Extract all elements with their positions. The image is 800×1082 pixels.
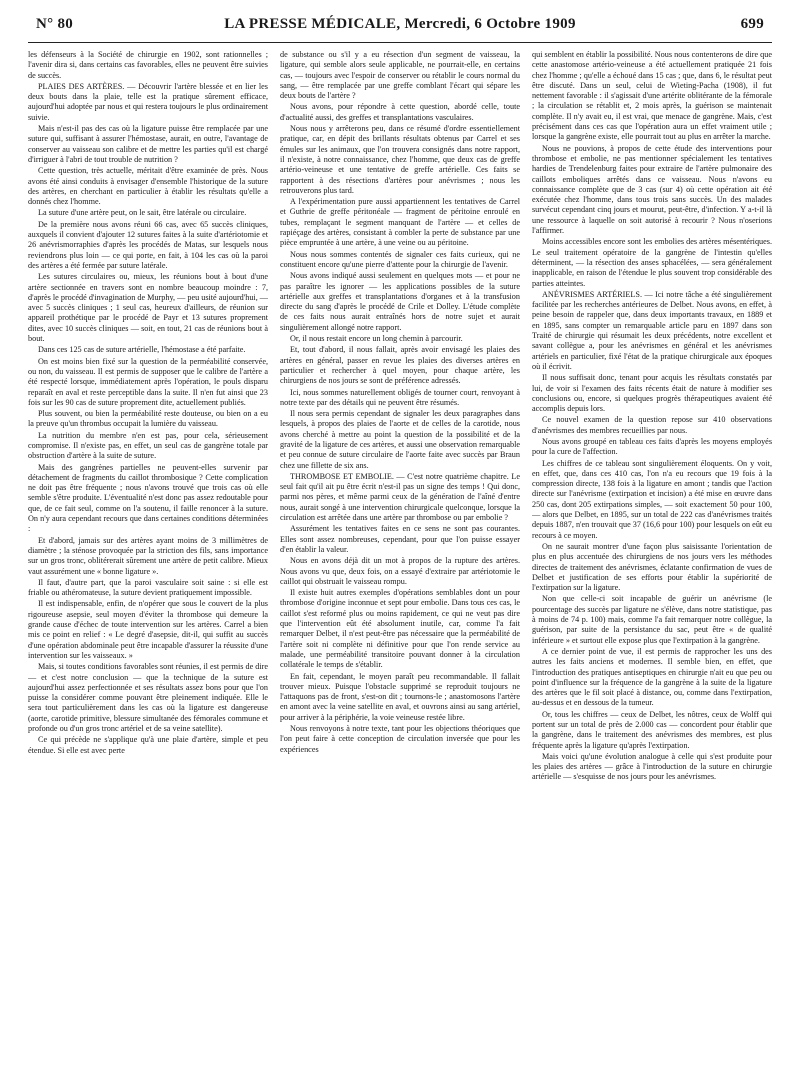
paragraph: Or, il nous restait encore un long chemin à parcourir. xyxy=(290,334,463,344)
paragraph: Assurément les tentatives faites en ce sens ne sont pas courantes. Elles sont assez nombreuses, cependant, pour que l'on puisse essayer d'en établir la valeur. xyxy=(280,524,520,554)
paragraph: Nous nous y arrêterons peu, dans ce résumé d'ordre essentiellement pratique, car, en dépit des brillants résultats obtenus par Carrel et ses émules sur les animaux, que l'on trouvera consignés dans notre rapport, il n'existe, à notre connaissance, chez l'homme, que deux cas de greffe artério-veineuse et une tentative de greffe artérielle. Ces faits se rapportent à des résections d'artères pour anévrismes ; nous les retrouverons plus tard. xyxy=(280,124,520,195)
column-middle xyxy=(280,50,520,1076)
paragraph: A ce dernier point de vue, il est permis de rapprocher les uns des autres les faits anciens et modernes. Il semble bien, en effet, que l'introduction des pratiques antiseptiques en chirurgie n'ait eu que peu ou point d'influence sur la fréquence de la gangrène à la suite de la ligature des artères que le fil soit placé à distance, ou, comme dans l'extirpation, au-dessus et en dessous de la tumeur. xyxy=(532,646,772,708)
paragraph: de substance ou s'il y a eu résection d'un segment de vaisseau, la ligature, qui semble alors seule applicable, ne pourrait-elle, en certains cas, — toujours avec l'espoir de conserver ou rétablir le cours normal du sang, — être remplacée par une greffe comblant l'écart qui sépare les deux bouts de l'artère ? xyxy=(280,50,520,101)
paragraph: PLAIES DES ARTÈRES. — Découvrir l'artère blessée et en lier les deux bouts dans la plaie, telle est la pratique sûrement efficace, aujourd'hui adoptée par nous et qui restera toujours le plus ordinairement suivie. xyxy=(28,81,268,122)
paragraph: Moins accessibles encore sont les embolies des artères mésentériques. Le seul traitement opératoire de la gangrène de l'intestin qu'elles déterminent, — la résection des anses sphacélées, — sera généralement inapplicable, en raison de l'étendue le plus souvent trop considérable des parties atteintes. xyxy=(532,237,772,288)
column-left xyxy=(28,50,268,1076)
paragraph: La suture d'une artère peut, on le sait, être latérale ou circulaire. xyxy=(38,208,247,218)
paragraph: Or, tous les chiffres — ceux de Delbet, les nôtres, ceux de Wolff qui portent sur un total de près de 2.000 cas — concordent pour établir que la gangrène, dans le traitement des anévrismes des membres, est plus fréquente après la ligature qu'après l'extirpation. xyxy=(532,709,772,750)
paragraph: Mais n'est-il pas des cas où la ligature puisse être remplacée par une suture qui, suffisant à assurer l'hémostase, aurait, en outre, l'avantage de conserver au vaisseau son calibre et de mettre les parties qu'il est chargé d'irriguer à l'abri de tout trouble de nutrition ? xyxy=(28,124,268,164)
paragraph: Et d'abord, jamais sur des artères ayant moins de 3 millimètres de diamètre ; la sténose provoquée par la striction des fils, sans importance sur un gros tronc, oblitérerait sûrement une artère de petit calibre. Mieux vaut assurément une « bonne ligature ». xyxy=(28,535,268,576)
page-header xyxy=(28,12,772,43)
paragraph: Mais voici qu'une évolution analogue à celle qui s'est produite pour les plaies des artères — grâce à l'introduction de la suture en chirurgie artérielle — s'esquisse de nos jours pour les anévrismes. xyxy=(532,751,772,782)
paragraph: Nous avons indiqué aussi seulement en quelques mots — et pour ne pas paraître les ignorer — les applications possibles de la suture artérielle aux greffes et transplantations d'organes et à la transfusion directe du sang d'après le procédé de Crile et Dolley. L'étude complète de ces faits nous aurait entraînés hors de notre sujet et aurait singulièrement allongé notre rapport. xyxy=(280,271,520,332)
page-number: 699 xyxy=(740,16,764,32)
paragraph: La nutrition du membre n'en est pas, pour cela, sérieusement compromise. Il n'existe pas, en effet, un seul cas de gangrène totale par obstruction d'artère à la suite de suture. xyxy=(28,430,268,461)
paragraph: Et, tout d'abord, il nous fallait, après avoir envisagé les plaies des artères en général, passer en revue les plaies des diverses artères en particulier et rechercher à quel moyen, pour chaque artère, les chirurgiens de nos jours se sont de préférence adressés. xyxy=(280,345,520,386)
paragraph: Mais des gangrènes partielles ne peuvent-elles survenir par détachement de fragments du caillot thrombosique ? Cette complication ne doit pas être fréquente ; nous n'avons trouvé que trois cas où elle semble s'être produite. L'éventualité n'est donc pas assez redoutable pour que, de ce fait seul, comme on l'a soutenu, il faille renoncer à la suture. On n'y aura cependant recours que dans certaines conditions déterminées : xyxy=(28,462,268,534)
paragraph: Ce qui précède ne s'applique qu'à une plaie d'artère, simple et peu étendue. Si elle est avec perte xyxy=(28,735,268,755)
paragraph: Nous avons, pour répondre à cette question, abordé celle, toute d'actualité aussi, des greffes et transplantations vasculaires. xyxy=(280,102,520,122)
paragraph: De la première nous avons réuni 66 cas, avec 65 succès cliniques, auxquels il convient d'ajouter 12 sutures faites à la suite d'artériotomie et 26 anévrismorraphies d'après les procédés de Matas, sur lesquels nous reviendrons plus loin — ce qui porte, en fait, à 104 les cas où la paroi des artères a été fermée par suture latérale. xyxy=(28,219,268,270)
paragraph: Nous ne pouvions, à propos de cette étude des interventions pour thrombose et embolie, ne pas mentionner spécialement les tentatives hardies de Trendelenburg faites pour extraire de l'artère pulmonaire des caillots emboliques arrêtés dans ce vaisseau. Nous n'avons eu connaissance complète que de 3 cas (sur 4) où cette opération ait été exécutée chez l'homme, dans tous trois sans succès. Un des malades survécut cependant cinq jours et mourut, peut-être, d'infection. Y a-t-il là une ressource à laquelle on soit autorisé à recourir ? Nous n'oserions l'affirmer. xyxy=(532,143,772,236)
paragraph: Il est indispensable, enfin, de n'opérer que sous le couvert de la plus rigoureuse asepsie, seul moyen d'éviter la thrombose qui demeure la grande cause d'échec de toute intervention sur les artères. Carrel a bien mis ce point en relief : « Le degré d'asepsie, dit-il, qui suffit au succès d'une opération abdominale peut être incapable d'assurer la réussite d'une intervention sur les vaisseaux. » xyxy=(28,599,268,660)
paragraph: Ici, nous sommes naturellement obligés de tourner court, renvoyant à notre texte par des détails qui ne peuvent être résumés. xyxy=(280,387,520,407)
paragraph: Les sutures circulaires ou, mieux, les réunions bout à bout d'une artère sectionnée en travers sont en nombre beaucoup moindre : 7, d'après le procédé d'invagination de Murphy, — peu usité aujourd'hui, — avec 5 succès cliniques ; 1 seul cas, heureux d'ailleurs, de réunion sur appareil prothétique par le procédé de Payr et 13 sutures proprement dites, avec 10 succès cliniques — soit, en tout, 21 cas de réunions bout à bout. xyxy=(28,272,268,344)
paragraph: Il existe huit autres exemples d'opérations semblables dont un pour thrombose d'origine inconnue et sept pour embolie. Dans tous ces cas, le caillot s'est reformé plus ou moins rapidement, ce qui ne veut pas dire que l'intervention eût été absolument inutile, car, comme l'a fait remarquer Delbet, il n'est peut-être pas nécessaire que la perméabilité de l'artère soit ni complète ni définitive pour que l'on rende service au malade, une perméabilité transitoire pouvant donner à la circulation collatérale le temps de s'établir. xyxy=(280,588,520,670)
paragraph: Nous en avons déjà dit un mot à propos de la rupture des artères. Nous avons vu que, deux fois, on a essayé d'extraire par artériotomie le caillot qui obstruait le vaisseau rompu. xyxy=(280,556,520,586)
paragraph: Cette question, très actuelle, méritait d'être examinée de près. Nous avons été ainsi conduits à envisager d'ensemble l'historique de la suture des artères, en cherchant en particulier à établir les résultats qu'elle a donnés chez l'homme. xyxy=(28,166,268,207)
paragraph: En fait, cependant, le moyen paraît peu recommandable. Il fallait trouver mieux. Puisque l'obstacle supprimé se reproduit toujours ne l'attaquons pas de front, s'est-on dit ; tournons-le ; anastomosons l'artère en amont avec la veine satellite en aval, et ouvrons ainsi au sang artériel, pour arriver à la périphérie, la voie veineuse restée libre. xyxy=(280,671,520,722)
paragraph: Nous avons groupé en tableau ces faits d'après les moyens employés pour la cure de l'affection. xyxy=(532,436,772,457)
paragraph: Il faut, d'autre part, que la paroi vasculaire soit saine : si elle est friable ou athéromateuse, la suture devient pratiquement impossible. xyxy=(28,577,268,598)
paragraph: Nous renvoyons à notre texte, tant pour les objections théoriques que l'on peut faire à cette conception de circulation inversée que pour les expériences xyxy=(280,724,520,754)
paragraph: Non que celle-ci soit incapable de guérir un anévrisme (le pourcentage des succès par ligature ne s'élève, dans notre statistique, pas à moins de 74 p. 100) mais, comme l'a fait remarquer notre collègue, la guérison, par suite de la persistance du sac, peut être « de qualité inférieure » et surtout elle expose plus que l'extirpation à la gangrène. xyxy=(532,594,772,645)
column-right xyxy=(532,50,772,1076)
paragraph: Il nous sera permis cependant de signaler les deux paragraphes dans lesquels, à propos des plaies de l'aorte et de celles de la carotide, nous avons cherché à mettre au point la question de la possibilité et de la gravité de la ligature de ces artères, et aussi une observation remarquable et peu connue de suture circulaire de l'aorte faite avec succès par Braun chez une fillette de six ans. xyxy=(280,409,520,470)
journal-title: LA PRESSE MÉDICALE, Mercredi, 6 Octobre 1909 xyxy=(224,16,576,32)
issue-number: N° 80 xyxy=(36,16,74,32)
paragraph: Plus souvent, ou bien la perméabilité reste douteuse, ou bien on a eu la preuve qu'un thrombus occupait la lumière du vaisseau. xyxy=(28,409,268,429)
paragraph: Dans ces 125 cas de suture artérielle, l'hémostase a été parfaite. xyxy=(38,345,246,355)
paragraph: qui semblent en établir la possibilité. Nous nous contenterons de dire que cette anastomose artério-veineuse a été actuellement pratiquée 21 fois chez l'homme ; qu'elle a échoué dans 15 cas ; que, dans 6, le résultat peut être discuté. Dans un seul, celui de Wieting-Pacha (1908), il fut nettement favorable : il s'agissait d'une artérite oblitérante de la fémorale ; la circulation se rétablit et, 2 mois après, la guérison se maintenait complète. Il n'y avait eu, il est vrai, que menace de gangrène. Mais, c'est précisément dans ces cas que l'opération aura un effet vraiment utile ; lorsque la gangrène existe, elle pourrait tout au plus en arrêter la marche. xyxy=(532,50,772,142)
paragraph: Nous nous sommes contentés de signaler ces faits curieux, qui ne constituent encore qu'une pierre d'attente pour la chirurgie de l'avenir. xyxy=(280,249,520,269)
paragraph: THROMBOSE ET EMBOLIE. — C'est notre quatrième chapitre. Le seul fait qu'il ait pu être écrit n'est-il pas un signe des temps ! Qui donc, parmi nos pères, et même parmi ceux de la génération de l'aîné d'entre nous, aurait songé à une intervention chirurgicale quelconque, lorsque la circulation est arrêtée dans une artère par thrombose ou par embolie ? xyxy=(280,471,520,523)
paragraph: Les chiffres de ce tableau sont singulièrement éloquents. On y voit, en effet, que, dans ces 410 cas, l'on n'a eu recours que 19 fois à la compression directe, 138 fois à la ligature en amont ; tandis que l'action directe sur l'anévrisme (extirpation et incision) a été mise en œuvre dans 250 cas, dont 205 extirpations simples, — soit exactement 50 pour 100, — alors que Delbet, en 1895, sur un total de 222 cas d'anévrismes traités depuis 1887, n'en trouvait que 37 (16,6 pour 100) pour lesquels on eût eu recours à ce moyen. xyxy=(532,458,772,540)
paragraph: On est moins bien fixé sur la question de la perméabilité conservée, ou non, du vaisseau. Il est permis de supposer que le calibre de l'artère a été respecté lorsque, immédiatement après l'opération, le pouls disparu reparaît en aval et reste perceptible dans la suite. Il n'en fut ainsi que 23 fois sur les 90 cas de suture proprement dite, actuellement publiés. xyxy=(28,356,268,407)
paragraph: Ce nouvel examen de la question repose sur 410 observations d'anévrismes des membres recueillies par nous. xyxy=(532,415,772,435)
article-columns xyxy=(28,50,772,1076)
paragraph: ANÉVRISMES ARTÉRIELS. — Ici notre tâche a été singulièrement facilitée par les recherches antérieures de Delbet. Nous avons, en effet, à peine besoin de rappeler que, dans deux importants travaux, en 1889 et en 1895, sans compter un remarquable article paru en 1897 dans son Traité de chirurgie qui résumait les deux précédents, notre excellent et savant collègue a, pour les anévrismes en général et les anévrismes artériels en particulier, fixé l'état de la pratique chirurgicale aux époques où il écrivit. xyxy=(532,289,772,371)
paragraph: Mais, si toutes conditions favorables sont réunies, il est permis de dire — et c'est notre conclusion — que la technique de la suture est aujourd'hui assez perfectionnée et ses résultats assez bons pour que l'on puisse la considérer comme pouvant être pleinement indiquée. Elle le sera tout particulièrement dans les cas où la ligature est dangereuse (aorte, carotide primitive, blessure simultanée des fémorales commune et profonde ou d'un gros tronc artériel et de sa veine satellite). xyxy=(28,662,268,733)
paragraph: On ne saurait montrer d'une façon plus saisissante l'orientation de plus en plus accentuée des chirurgiens de nos jours vers les méthodes directes de traitement des anévrismes, éclatante confirmation de vues de Delbet et justification de ses efforts pour établir la supériorité de l'extirpation sur la ligature. xyxy=(532,541,772,593)
paragraph: Il nous suffisait donc, tenant pour acquis les résultats constatés par lui, de voir si l'examen des faits récents était de nature à modifier ses conclusions ou, encore, si quelques progrès thérapeutiques avaient été accomplis depuis lors. xyxy=(532,373,772,414)
paragraph: A l'expérimentation pure aussi appartiennent les tentatives de Carrel et Guthrie de greffe péritonéale — fragment de péritoine enroulé en tubes, remplaçant le segment manquant de l'artère — et celles de rapiéçage des artères, consistant à combler la perte de substance par une pièce empruntée à une artère, à une veine ou au péritoine. xyxy=(280,197,520,248)
paragraph: les défenseurs à la Société de chirurgie en 1902, sont rationnelles ; l'avenir dira si, dans certains cas favorables, elles ne peuvent être suivies de succès. xyxy=(28,50,268,80)
